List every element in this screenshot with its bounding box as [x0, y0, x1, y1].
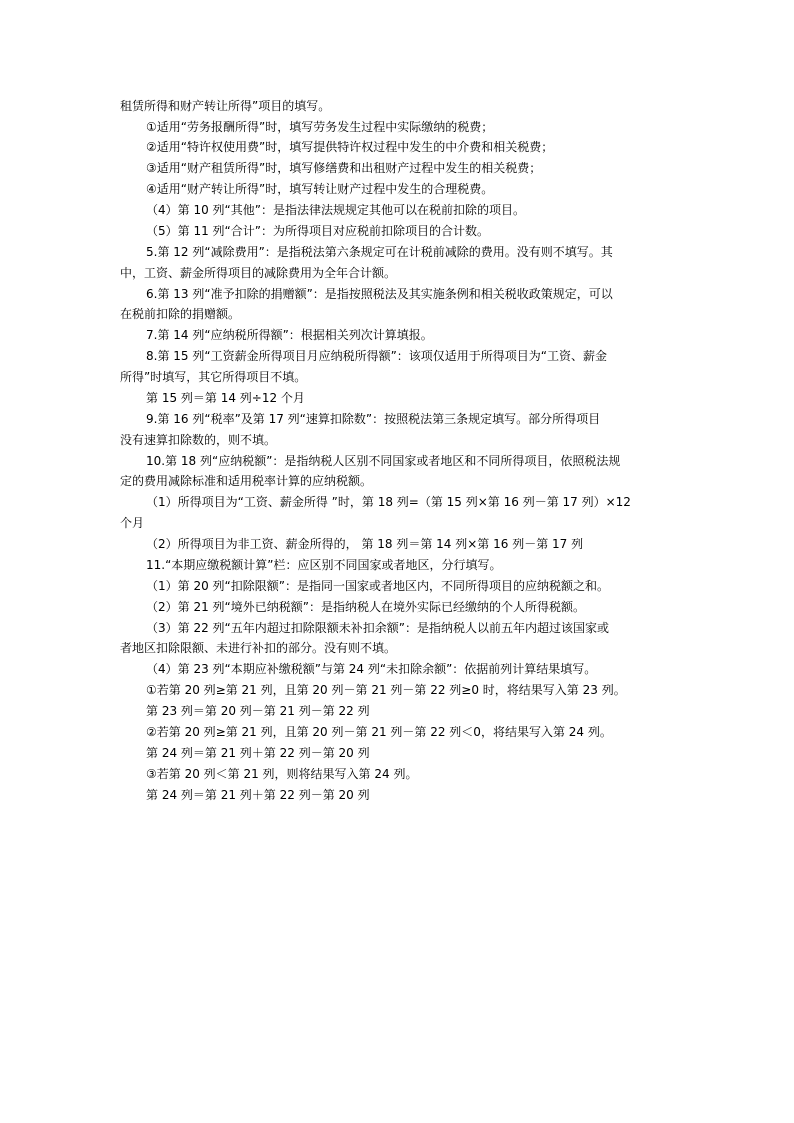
- text-line: 第 24 列＝第 21 列＋第 22 列－第 20 列: [146, 788, 370, 802]
- text-line: 11.“本期应缴税额计算”栏：应区别不同国家或者地区，分行填写。: [146, 558, 502, 572]
- text-line: 第 15 列＝第 14 列÷12 个月: [146, 391, 305, 405]
- text-line: 在税前扣除的捐赠额。: [120, 307, 241, 321]
- text-line: （3）第 22 列“五年内超过扣除限额未补扣余额”：是指纳税人以前五年内超过该国家或: [146, 621, 609, 635]
- text-line: ①若第 20 列≥第 21 列，且第 20 列－第 21 列－第 22 列≥0 时，将结果写入第 23 列。: [146, 683, 626, 697]
- text-line: 8.第 15 列“工资薪金所得项目月应纳税所得额”：该项仅适用于所得项目为“工资、薪金: [146, 349, 608, 363]
- text-line: （4）第 23 列“本期应补缴税额”与第 24 列“未扣除余额”：依据前列计算结果填写。: [146, 662, 597, 676]
- text-line: （2）第 21 列“境外已纳税额”：是指纳税人在境外实际已经缴纳的个人所得税额。: [146, 600, 585, 614]
- text-line: ③若第 20 列＜第 21 列，则将结果写入第 24 列。: [146, 767, 418, 781]
- text-line: ②若第 20 列≥第 21 列，且第 20 列－第 21 列－第 22 列＜0，将结果写入第 24 列。: [146, 725, 612, 739]
- text-line: 租赁所得和财产转让所得”项目的填写。: [120, 99, 331, 113]
- text-line: （5）第 11 列“合计”：为所得项目对应税前扣除项目的合计数。: [146, 224, 489, 238]
- text-line: 没有速算扣除数的，则不填。: [120, 433, 277, 447]
- text-line: 定的费用减除标准和适用税率计算的应纳税额。: [120, 474, 373, 488]
- text-line: （4）第 10 列“其他”：是指法律法规规定其他可以在税前扣除的项目。: [146, 203, 525, 217]
- text-line: 中，工资、薪金所得项目的减除费用为全年合计额。: [120, 266, 397, 280]
- text-line: 第 24 列＝第 21 列＋第 22 列－第 20 列: [146, 746, 370, 760]
- text-line: （1）所得项目为“工资、薪金所得 ”时，第 18 列=（第 15 列×第 16 列－第 17 列）×12: [146, 495, 631, 509]
- text-line: ①适用“劳务报酬所得”时，填写劳务发生过程中实际缴纳的税费；: [146, 120, 494, 134]
- text-line: 6.第 13 列“准予扣除的捐赠额”：是指按照税法及其实施条例和相关税收政策规定，可以: [146, 287, 613, 301]
- text-line: （2）所得项目为非工资、薪金所得的， 第 18 列＝第 14 列×第 16 列－第 17 列: [146, 537, 584, 551]
- text-line: ④适用“财产转让所得”时，填写转让财产过程中发生的合理税费。: [146, 182, 494, 196]
- text-line: 所得”时填写，其它所得项目不填。: [120, 370, 307, 384]
- text-line: 者地区扣除限额、未进行补扣的部分。没有则不填。: [120, 641, 397, 655]
- text-line: 5.第 12 列“减除费用”：是指税法第六条规定可在计税前减除的费用。没有则不填写。其: [146, 245, 613, 259]
- text-line: 7.第 14 列“应纳税所得额”：根据相关列次计算填报。: [146, 328, 433, 342]
- text-line: 9.第 16 列“税率”及第 17 列“速算扣除数”：按照税法第三条规定填写。部分所得项目: [146, 412, 601, 426]
- text-line: 第 23 列＝第 20 列－第 21 列－第 22 列: [146, 704, 370, 718]
- text-line: 个月: [120, 516, 145, 530]
- text-line: ②适用“特许权使用费”时，填写提供特许权过程中发生的中介费和相关税费；: [146, 140, 554, 154]
- text-line: （1）第 20 列“扣除限额”：是指同一国家或者地区内，不同所得项目的应纳税额之和。: [146, 579, 609, 593]
- text-line: ③适用“财产租赁所得”时，填写修缮费和出租财产过程中发生的相关税费；: [146, 161, 542, 175]
- text-line: 10.第 18 列“应纳税额”：是指纳税人区别不同国家或者地区和不同所得项目，依照税法规: [146, 454, 621, 468]
